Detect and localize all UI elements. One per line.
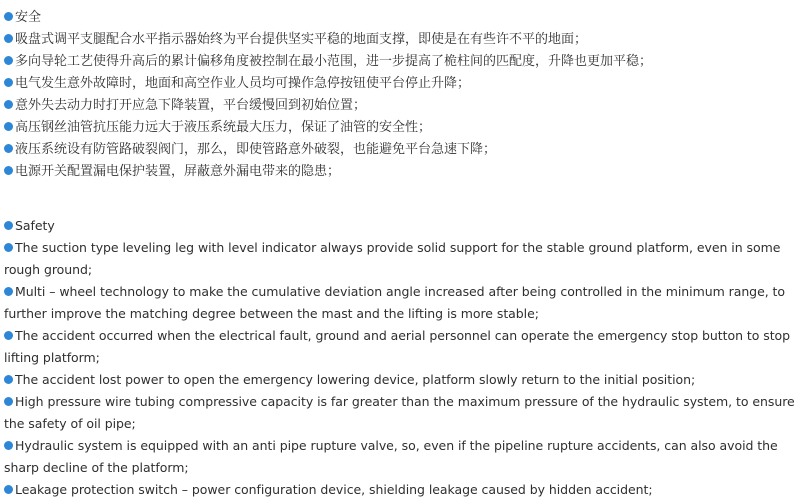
english-item-text: The accident occurred when the electrical fault, ground and aerial personnel can operate the emergency stop button to stop lifting platform;: [4, 328, 791, 365]
chinese-item: [4, 51, 796, 73]
bullet-dot-icon: [4, 78, 13, 87]
chinese-item-text: 液压系统设有防管路破裂阀门，那么，即使管路意外破裂，也能避免平台急速下降；: [15, 142, 497, 157]
bullet-dot-icon: [4, 144, 13, 153]
english-item: [4, 237, 796, 281]
english-item: [4, 435, 796, 479]
chinese-item: [4, 161, 796, 183]
bullet-dot-icon: [4, 221, 13, 230]
bullet-dot-icon: [4, 166, 13, 175]
english-item: [4, 369, 796, 391]
english-item: [4, 391, 796, 435]
english-item-text: High pressure wire tubing compressive capacity is far greater than the maximum pressure of the hydraulic system, to ensure the safety of oil pipe;: [4, 394, 795, 431]
chinese-safety-section: [4, 7, 796, 183]
bullet-dot-icon: [4, 331, 13, 340]
chinese-item-text: 意外失去动力时打开应急下降装置，平台缓慢回到初始位置；: [15, 98, 367, 113]
chinese-item: [4, 73, 796, 95]
chinese-item-text: 电气发生意外故障时，地面和高空作业人员均可操作急停按钮使平台停止升降；: [15, 76, 471, 91]
safety-document: [4, 7, 796, 501]
chinese-item: [4, 139, 796, 161]
english-item-text: The suction type leveling leg with level indicator always provide solid support for the stable ground platform, even in some rough ground;: [4, 240, 781, 277]
english-item-text: The accident lost power to open the emergency lowering device, platform slowly return to the initial position;: [15, 372, 696, 387]
bullet-dot-icon: [4, 375, 13, 384]
english-item-text: Multi – wheel technology to make the cumulative deviation angle increased after being controlled in the minimum range, to further improve the matching degree between the mast and the lifting is more stable;: [4, 284, 786, 321]
chinese-item-text: 电源开关配置漏电保护装置，屏蔽意外漏电带来的隐患；: [15, 164, 341, 179]
english-heading-line: [4, 215, 796, 237]
english-item: [4, 325, 796, 369]
english-item-text: Hydraulic system is equipped with an anti pipe rupture valve, so, even if the pipeline rupture accidents, can also avoid the sharp decline of the platform;: [4, 438, 778, 475]
bullet-dot-icon: [4, 12, 13, 21]
chinese-item-text: 高压钢丝油管抗压能力远大于液压系统最大压力，保证了油管的安全性；: [15, 120, 432, 135]
english-item: [4, 479, 796, 501]
bullet-dot-icon: [4, 485, 13, 494]
bullet-dot-icon: [4, 287, 13, 296]
bullet-dot-icon: [4, 397, 13, 406]
english-item: [4, 281, 796, 325]
chinese-item: [4, 29, 796, 51]
chinese-item: [4, 117, 796, 139]
english-item-text: Leakage protection switch – power configuration device, shielding leakage caused by hidden accident;: [15, 482, 653, 497]
chinese-heading: 安全: [15, 10, 42, 25]
chinese-heading-line: [4, 7, 796, 29]
chinese-item: [4, 95, 796, 117]
bullet-dot-icon: [4, 243, 13, 252]
english-safety-section: [4, 215, 796, 501]
section-spacer: [4, 183, 796, 215]
bullet-dot-icon: [4, 100, 13, 109]
english-heading: Safety: [15, 218, 55, 233]
bullet-dot-icon: [4, 122, 13, 131]
chinese-item-text: 吸盘式调平支腿配合水平指示器始终为平台提供坚实平稳的地面支撑，即使是在有些许不平的地面；: [15, 32, 588, 47]
bullet-dot-icon: [4, 441, 13, 450]
bullet-dot-icon: [4, 56, 13, 65]
bullet-dot-icon: [4, 34, 13, 43]
chinese-item-text: 多向导轮工艺使得升高后的累计偏移角度被控制在最小范围，进一步提高了桅柱间的匹配度，升降也更加平稳；: [15, 54, 653, 69]
